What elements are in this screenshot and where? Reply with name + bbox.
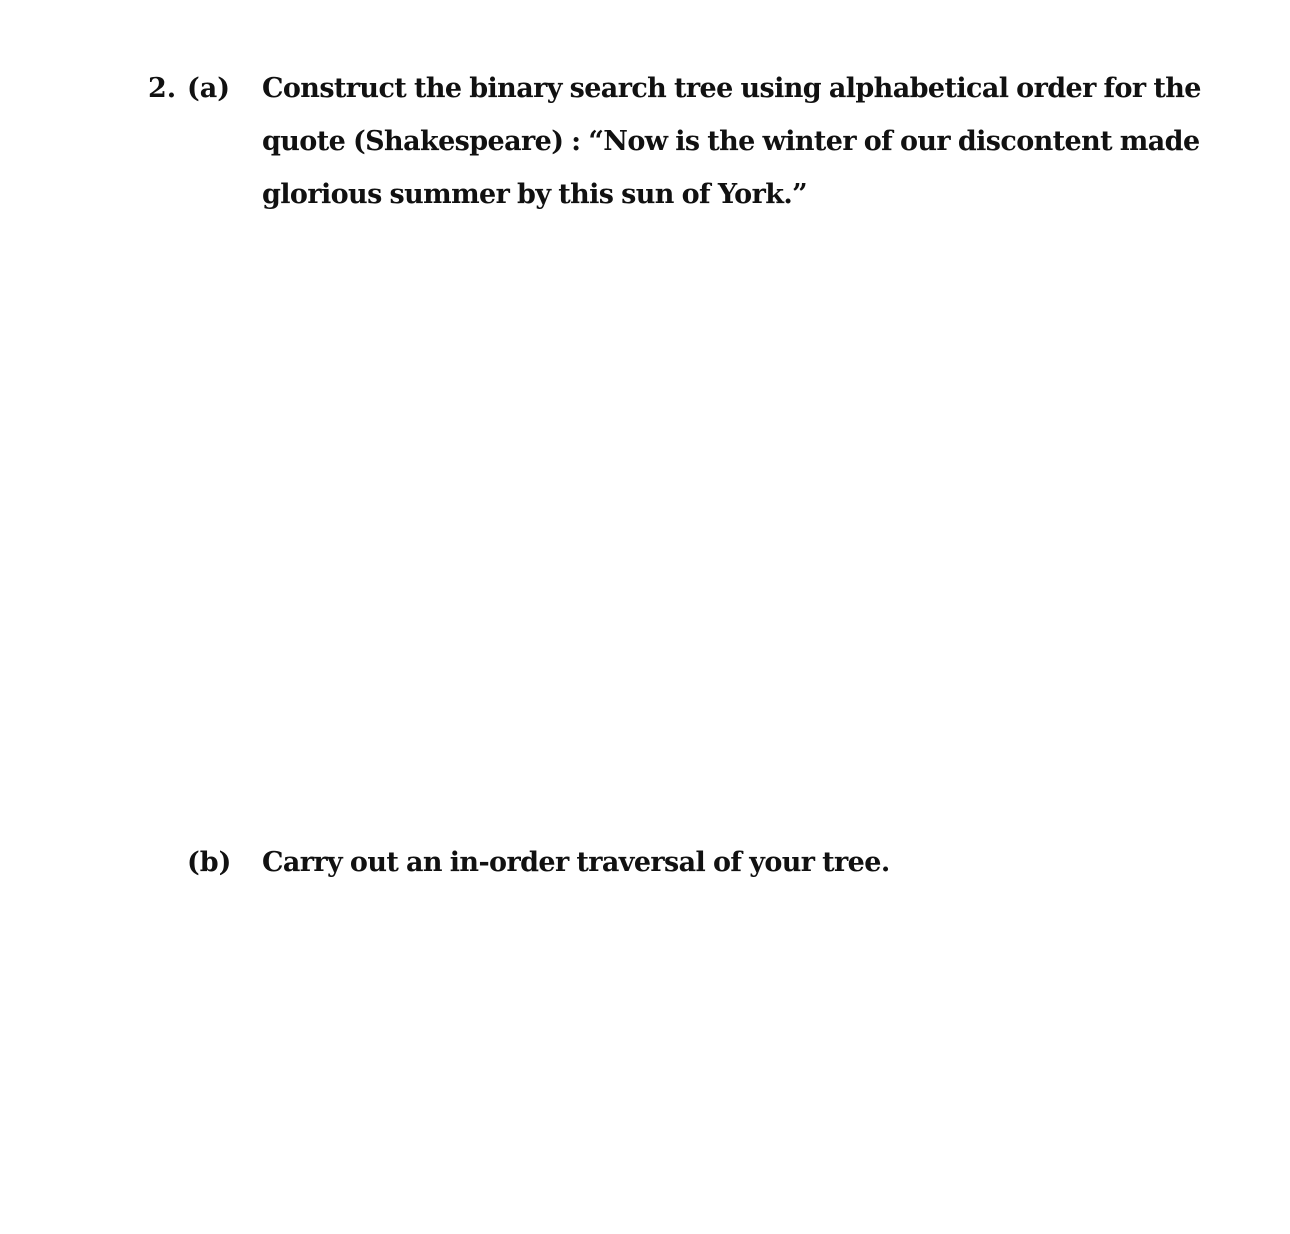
part-a-answer-space bbox=[262, 230, 1162, 820]
part-a-line-1: Construct the binary search tree using alphabetical order for the bbox=[262, 73, 1201, 104]
part-a-label: (a) bbox=[187, 73, 231, 104]
part-b-prompt bbox=[262, 836, 1162, 889]
question-number: 2. bbox=[148, 73, 177, 104]
part-b-answer-space bbox=[262, 900, 1162, 1220]
part-a-prompt bbox=[262, 62, 1201, 221]
part-a-line-2: quote (Shakespeare) : “Now is the winter of our discontent made bbox=[262, 126, 1200, 157]
part-b-line-1: Carry out an in-order traversal of your tree. bbox=[262, 847, 890, 878]
part-b-label: (b) bbox=[187, 847, 232, 878]
part-a-line-3: glorious summer by this sun of York.” bbox=[262, 179, 808, 210]
